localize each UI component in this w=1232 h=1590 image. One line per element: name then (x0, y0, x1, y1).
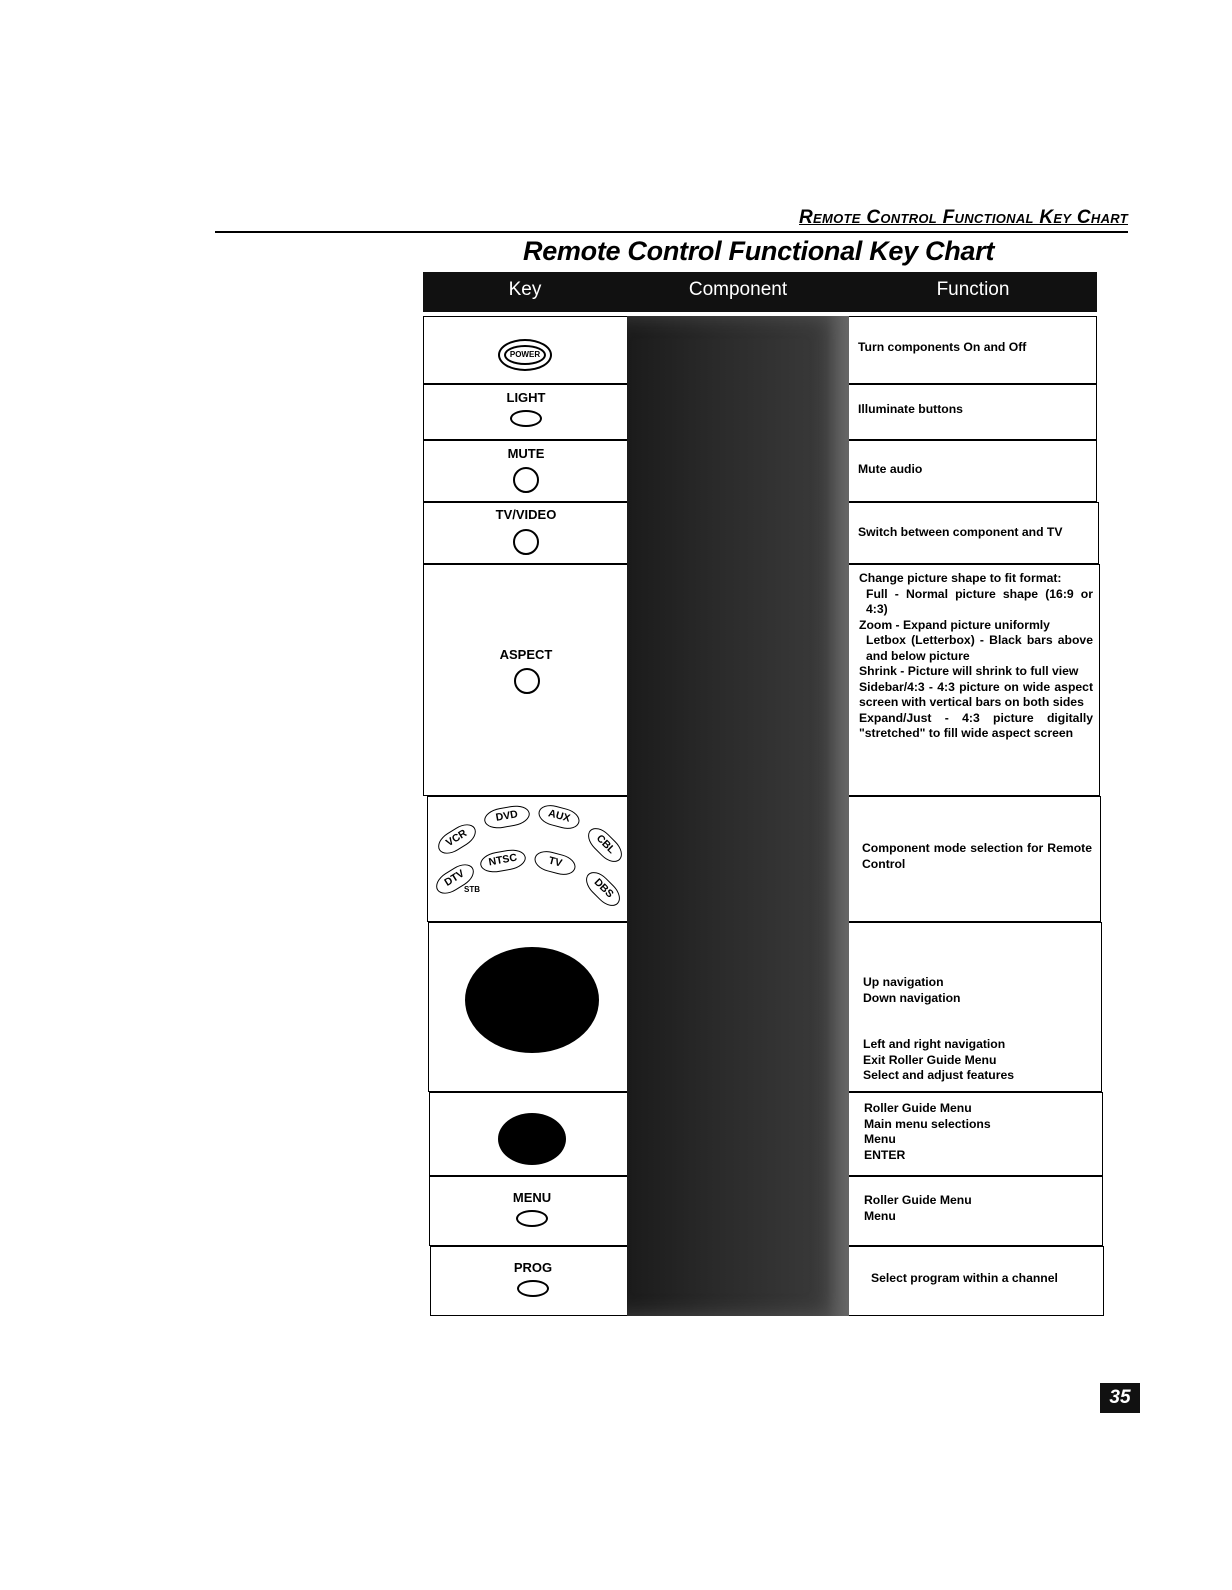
page-number: 35 (1100, 1383, 1140, 1413)
key-cell (430, 1093, 634, 1175)
function-text: Mute audio (858, 462, 923, 476)
function-text: Roller Guide Menu (864, 1101, 972, 1115)
key-cell (424, 441, 628, 501)
ntsc-button[interactable]: NTSC (479, 847, 528, 875)
light-button-icon (510, 410, 542, 427)
function-cell (871, 1271, 1095, 1339)
function-text: Turn components On and Off (858, 340, 1027, 354)
function-text: Menu (864, 1132, 896, 1146)
key-label: MENU (512, 1190, 552, 1205)
function-text: Expand/Just - 4:3 picture digitally "stretched" to fill wide aspect screen (859, 710, 1093, 740)
function-text: Roller Guide Menu (864, 1193, 972, 1207)
key-label: LIGHT (506, 390, 546, 405)
function-text: Full - Normal picture shape (16:9 or 4:3) (866, 586, 1093, 616)
key-cell (430, 1177, 634, 1245)
prog-button-icon (517, 1280, 549, 1297)
function-text: Menu (864, 1208, 896, 1223)
mute-button-icon (513, 467, 539, 493)
component-column (627, 316, 849, 1316)
key-cell (429, 923, 633, 1091)
aspect-button-icon (514, 668, 540, 694)
column-header-component: Component (688, 279, 788, 300)
function-text: Main menu selections (864, 1116, 991, 1131)
column-header-key: Key (508, 279, 542, 300)
stb-bracket-label: STB (464, 885, 480, 894)
function-text: Exit Roller Guide Menu (863, 1052, 997, 1067)
section-header: Remote Control Functional Key Chart (799, 207, 1128, 228)
dbs-button[interactable]: DBS (581, 867, 625, 911)
power-button-icon (498, 339, 552, 371)
function-text: Switch between component and TV (858, 525, 1063, 539)
table-header (423, 272, 1097, 312)
power-label: POWER (504, 345, 546, 365)
function-cell (859, 571, 1093, 801)
function-text: Shrink - Picture will shrink to full view (859, 664, 1079, 678)
page-title: Remote Control Functional Key Chart (523, 236, 995, 266)
key-cell (424, 385, 628, 439)
cbl-button[interactable]: CBL (583, 823, 627, 867)
function-text: Select program within a channel (871, 1271, 1058, 1285)
function-text: Illuminate buttons (858, 402, 963, 416)
function-text: Change picture shape to fit format: (859, 571, 1062, 585)
column-header-function: Function (936, 279, 1010, 300)
key-label: PROG (513, 1260, 553, 1275)
dtv-button[interactable]: DTV (432, 859, 478, 898)
key-cell (424, 565, 628, 795)
function-text: Letbox (Letterbox) - Black bars above and below picture (866, 633, 1093, 663)
tv-button[interactable]: TV (532, 848, 578, 878)
function-text: Component mode selection for Remote Control (862, 841, 1092, 871)
aux-button[interactable]: AUX (536, 802, 582, 832)
key-label: TV/VIDEO (495, 507, 557, 522)
tv-video-button-icon (513, 529, 539, 555)
vcr-button[interactable]: VCR (434, 819, 480, 858)
header-rule (215, 231, 1128, 233)
function-text: Zoom - Expand picture uniformly (859, 617, 1050, 632)
key-cell (428, 797, 632, 921)
roller-guide-button-icon[interactable] (498, 1113, 566, 1165)
function-text: Left and right navigation (863, 1037, 1006, 1051)
function-text: Down navigation (863, 990, 961, 1005)
key-cell (424, 317, 628, 383)
key-cell (424, 503, 628, 563)
key-chart-table (423, 316, 1103, 1316)
key-label: ASPECT (499, 647, 553, 662)
dvd-button[interactable]: DVD (483, 803, 532, 831)
key-cell (431, 1247, 635, 1315)
menu-button-icon (516, 1210, 548, 1227)
navigation-pad-icon[interactable] (465, 947, 599, 1053)
function-cell (864, 1101, 1094, 1183)
key-label: MUTE (507, 446, 545, 461)
function-text: Up navigation (863, 975, 944, 989)
function-text: Select and adjust features (863, 1068, 1015, 1082)
function-text: ENTER (864, 1147, 906, 1162)
function-text: Sidebar/4:3 - 4:3 picture on wide aspect screen with vertical bars on both sides (859, 679, 1093, 709)
